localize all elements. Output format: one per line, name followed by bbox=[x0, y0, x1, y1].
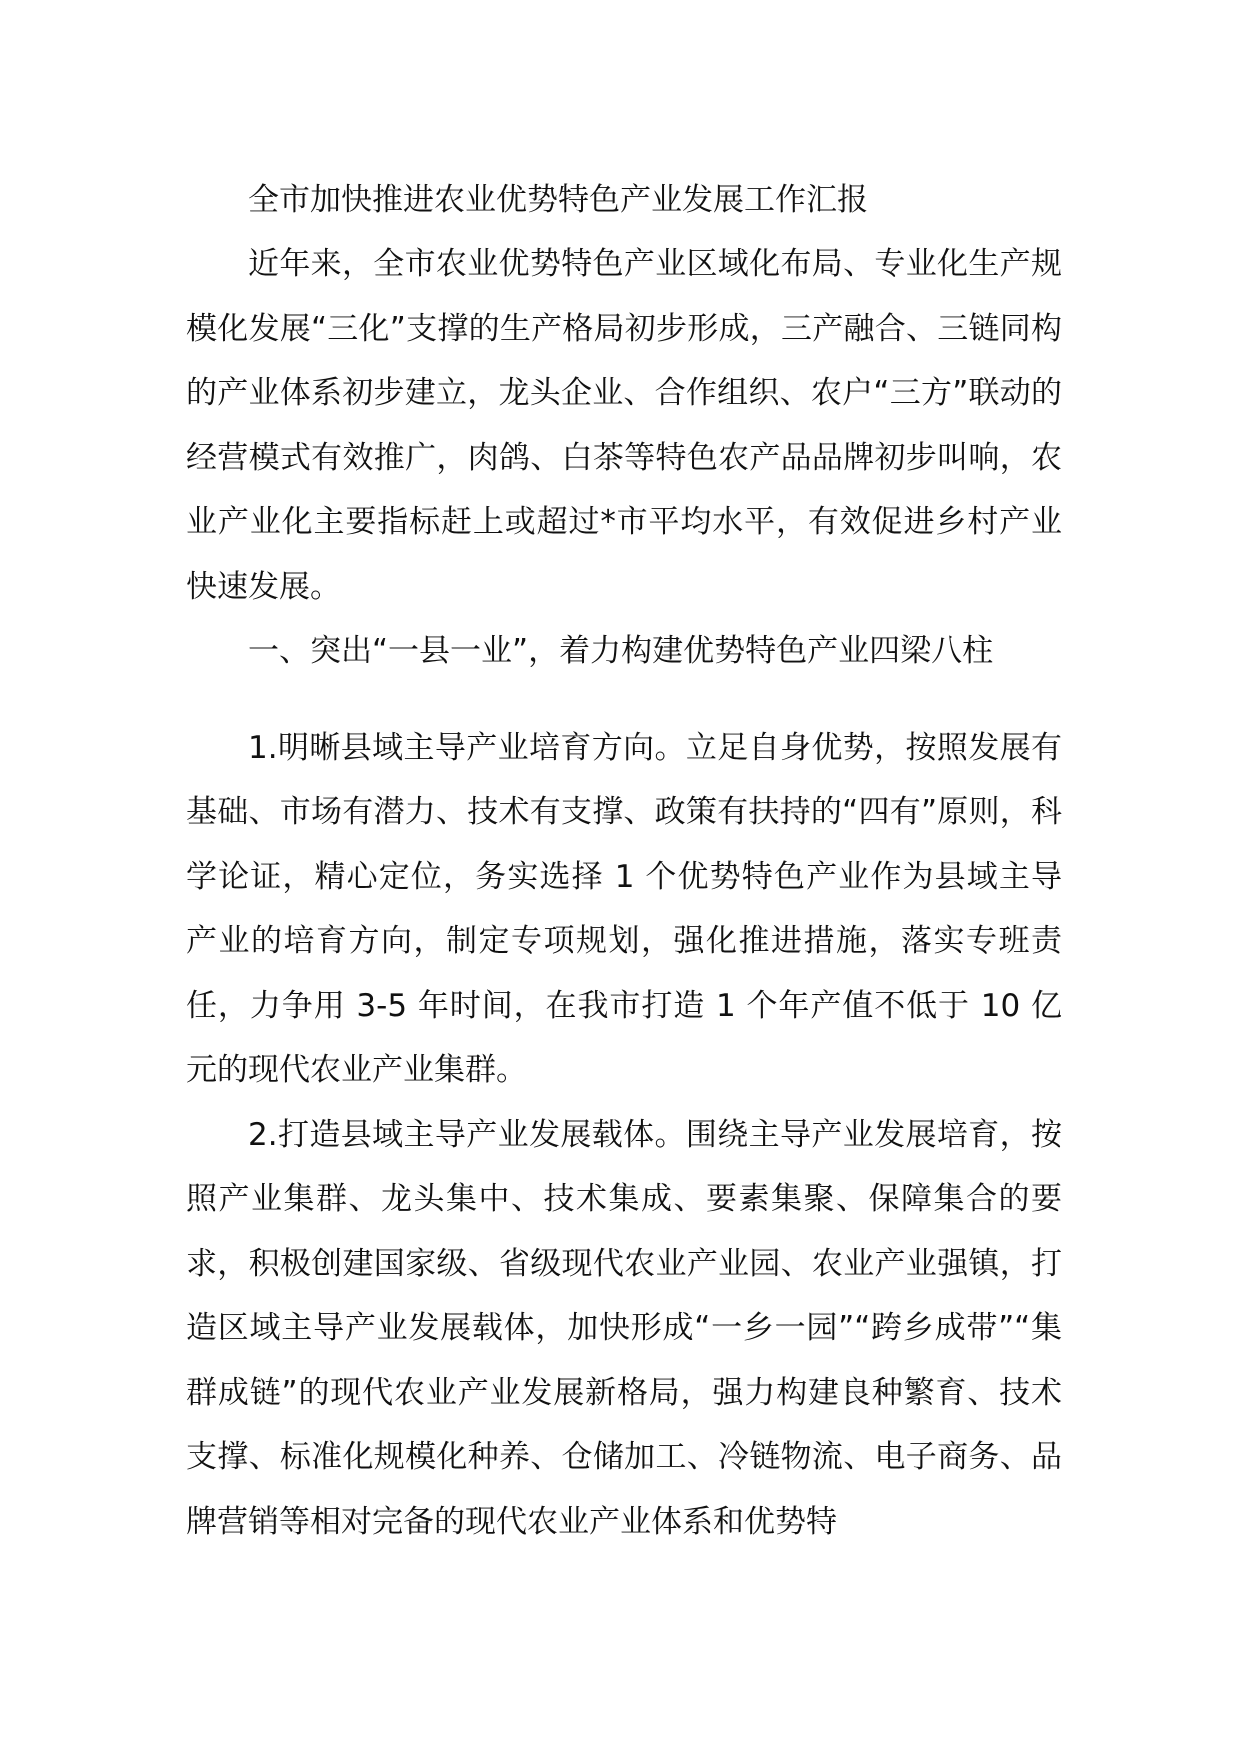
intro-paragraph: 近年来，全市农业优势特色产业区域化布局、专业化生产规模化发展“三化”支撑的生产格局初步形成，三产融合、三链同构的产业体系初步建立，龙头企业、合作组织、农户“三方”联动的经营模式有效推广，肉鸽、白茶等特色农产品品牌初步叫响，农业产业化主要指标赶上或超过*市平均水平，有效促进乡村产业快速发展。 bbox=[186, 246, 1062, 605]
paragraph-item-2: 2.打造县域主导产业发展载体。围绕主导产业发展培育，按照产业集群、龙头集中、技术集成、要素集聚、保障集合的要求，积极创建国家级、省级现代农业产业园、农业产业强镇，打造区域主导产业发展载体，加快形成“一乡一园”“跨乡成带”“集群成链”的现代农业产业发展新格局，强力构建良种繁育、技术支撑、标准化规模化种养、仓储加工、冷链物流、电子商务、品牌营销等相对完备的现代农业产业体系和优势特 bbox=[186, 1116, 1062, 1540]
section-heading: 一、突出“一县一业”，着力构建优势特色产业四梁八柱 bbox=[248, 633, 994, 669]
paragraph-item-1: 1.明晰县域主导产业培育方向。立足自身优势，按照发展有基础、市场有潜力、技术有支撑、政策有扶持的“四有”原则，科学论证，精心定位，务实选择 1 个优势特色产业作为县域主导产业的培育方向，制定专项规划，强化推进措施，落实专班责任，力争用 3-5 年时间，在我市打造 1 个年产值不低于 10 亿元的现代农业产业集群。 bbox=[186, 729, 1062, 1088]
document-body bbox=[186, 168, 1062, 1554]
section-spacer bbox=[186, 684, 1062, 716]
document-title: 全市加快推进农业优势特色产业发展工作汇报 bbox=[248, 182, 868, 218]
